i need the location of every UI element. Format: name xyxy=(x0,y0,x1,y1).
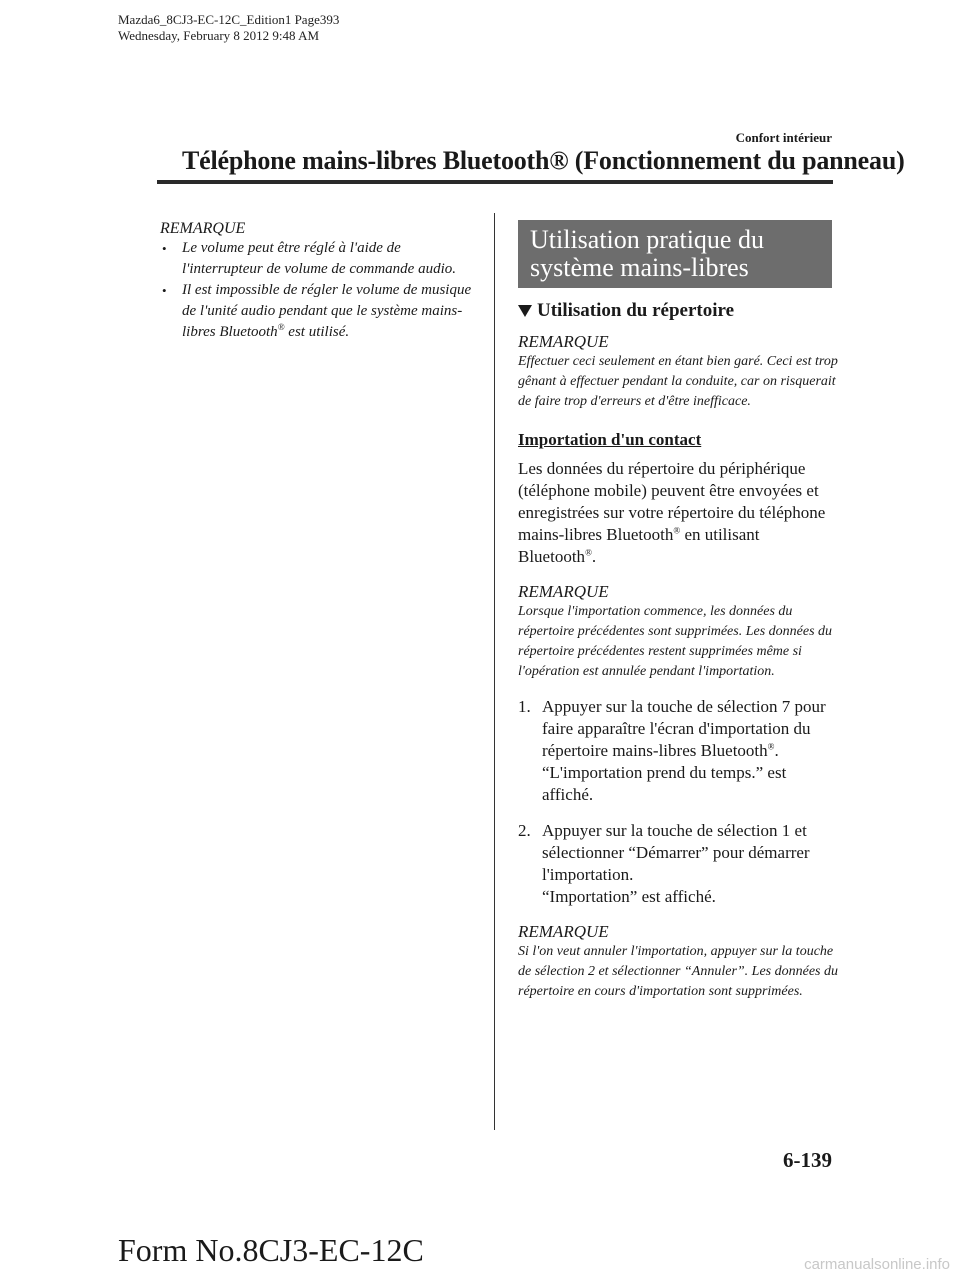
step-1-result: “L'importation prend du temps.” est affiché. xyxy=(542,763,787,804)
note-bullet-2-end: est utilisé. xyxy=(284,324,350,340)
bullet-icon: • xyxy=(162,241,167,256)
note-bullet-1 xyxy=(160,238,480,280)
note-bullet-1-text: Le volume peut être réglé à l'aide de l'interrupteur de volume de commande audio. xyxy=(182,240,456,277)
bullet-icon: • xyxy=(162,283,167,298)
column-divider xyxy=(494,213,495,1130)
registered-mark: ® xyxy=(673,525,681,536)
left-column xyxy=(160,220,480,343)
sub-heading-text: Utilisation du répertoire xyxy=(537,300,735,321)
step-2-text: Appuyer sur la touche de sélection 1 et sélectionner “Démarrer” pour démarrer l'importation. xyxy=(542,821,810,884)
note-bullet-2-text: Il est impossible de régler le volume de musique de l'unité audio pendant que le système mains-libres Bluetooth xyxy=(182,282,472,340)
import-body-a: Les données du répertoire du périphérique (téléphone mobile) peuvent être envoyées et enregistrées sur votre répertoire du téléphone mains-libres Bluetooth xyxy=(518,459,826,544)
page-number: 6-139 xyxy=(783,1148,832,1172)
section-heading-line2: système mains-libres xyxy=(530,253,749,282)
section-heading-line1: Utilisation pratique du xyxy=(530,225,764,254)
section-heading-box xyxy=(518,220,832,288)
page-title: Téléphone mains-libres Bluetooth® (Fonctionnement du panneau) xyxy=(182,146,905,175)
step-2-result: “Importation” est affiché. xyxy=(542,887,716,906)
form-number: Form No.8CJ3-EC-12C xyxy=(118,1232,424,1268)
section-label: Confort intérieur xyxy=(735,130,832,145)
print-header-file: Mazda6_8CJ3-EC-12C_Edition1 Page393 xyxy=(118,12,340,27)
remarque-heading: REMARQUE xyxy=(160,220,246,237)
step-1-end: . xyxy=(774,741,779,760)
step-1-text: Appuyer sur la touche de sélection 7 pour faire apparaître l'écran d'importation du répertoire mains-libres Bluetooth xyxy=(542,697,826,760)
step-1 xyxy=(518,696,838,806)
remarque-heading: REMARQUE xyxy=(518,582,609,601)
import-body xyxy=(518,458,838,568)
import-heading: Importation d'un contact xyxy=(518,430,702,449)
print-header-date: Wednesday, February 8 2012 9:48 AM xyxy=(118,28,320,43)
note-cancel: Si l'on veut annuler l'importation, appuyer sur la touche de sélection 2 et sélectionner “Annuler”. Les données du répertoire en cours d'importation sont supprimées. xyxy=(518,944,838,999)
sub-heading xyxy=(518,300,838,322)
import-body-b: en utilisant Bluetooth xyxy=(518,525,760,566)
remarque-heading: REMARQUE xyxy=(518,922,609,941)
remarque-heading: REMARQUE xyxy=(518,332,609,351)
triangle-down-icon xyxy=(518,305,532,317)
step-2-number: 2. xyxy=(518,821,531,840)
registered-mark: ® xyxy=(277,322,285,332)
import-body-c: . xyxy=(591,547,597,566)
note-import-deletes: Lorsque l'importation commence, les données du répertoire précédentes sont supprimées. Les données du répertoire précédentes restent supprimées même si l'opération est annulée pendant l'importation. xyxy=(518,604,833,679)
title-rule xyxy=(157,180,833,184)
watermark: carmanualsonline.info xyxy=(804,1256,950,1273)
step-1-number: 1. xyxy=(518,697,531,716)
registered-mark: ® xyxy=(585,547,592,558)
note-parking: Effectuer ceci seulement en étant bien garé. Ceci est trop gênant à effectuer pendant la conduite, car on risquerait de faire trop d'erreurs et d'être inefficace. xyxy=(518,354,838,409)
registered-mark: ® xyxy=(767,741,775,752)
print-header xyxy=(118,12,339,44)
note-bullet-2 xyxy=(160,280,480,343)
right-column xyxy=(518,220,838,1002)
step-2 xyxy=(518,820,838,908)
